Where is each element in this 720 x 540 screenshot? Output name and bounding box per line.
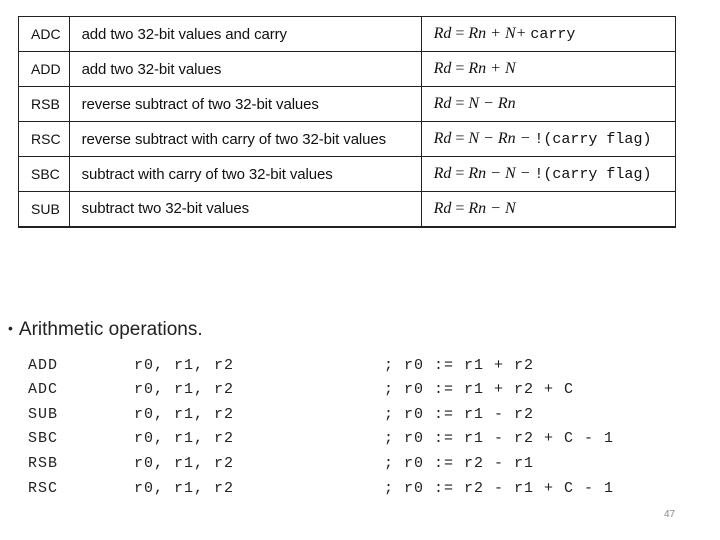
mnemonic-cell: SBC <box>19 157 70 192</box>
code-comment: ; r0 := r2 - r1 + C - 1 <box>384 480 615 497</box>
operation-equals: = <box>451 25 469 42</box>
code-comment: ; r0 := r1 + r2 <box>384 357 535 374</box>
code-line <box>0 381 720 403</box>
operation-rhs: Rn + N+ <box>468 25 531 42</box>
code-comment: ; r0 := r2 - r1 <box>384 455 535 472</box>
description-cell: subtract with carry of two 32-bit values <box>69 157 421 192</box>
instruction-table <box>18 16 676 228</box>
description-cell: subtract two 32-bit values <box>69 192 421 227</box>
operation-rhs: N − Rn <box>468 95 516 112</box>
code-mnemonic: SUB <box>28 406 59 423</box>
code-comment: ; r0 := r1 - r2 <box>384 406 535 423</box>
operation-rhs: Rn − N <box>468 199 516 217</box>
operation-cell <box>421 87 675 122</box>
code-comment: ; r0 := r1 + r2 + C <box>384 381 575 398</box>
operation-rhs: Rn − N − <box>468 165 535 182</box>
bullet-icon: • <box>8 320 13 336</box>
mnemonic-cell: SUB <box>19 192 70 227</box>
mnemonic-cell: ADC <box>19 17 70 52</box>
operation-equals: = <box>451 60 469 77</box>
code-mnemonic: ADC <box>28 381 59 398</box>
operation-cell <box>421 122 675 157</box>
description-cell: reverse subtract of two 32-bit values <box>69 87 421 122</box>
operation-flag: !(carry flag) <box>534 131 652 148</box>
operation-cell <box>421 157 675 192</box>
operation-equals: = <box>451 130 469 147</box>
heading-text: Arithmetic operations. <box>18 319 203 340</box>
code-mnemonic: RSC <box>28 480 59 497</box>
mnemonic-cell: RSC <box>19 122 70 157</box>
operation-lhs: Rd <box>433 25 452 42</box>
operation-lhs: Rd <box>433 95 452 112</box>
operation-equals: = <box>451 165 469 182</box>
code-operands: r0, r1, r2 <box>134 357 235 374</box>
description-cell: reverse subtract with carry of two 32-bit values <box>69 122 421 157</box>
slide-number: 47 <box>664 509 676 520</box>
operation-equals: = <box>451 199 469 217</box>
operation-lhs: Rd <box>433 199 452 217</box>
code-mnemonic: RSB <box>28 455 59 472</box>
operation-cell <box>421 17 675 52</box>
code-operands: r0, r1, r2 <box>134 480 235 497</box>
operation-equals: = <box>451 95 469 112</box>
operation-lhs: Rd <box>433 60 452 77</box>
operation-rhs: Rn + N <box>468 60 516 77</box>
code-comment: ; r0 := r1 - r2 + C - 1 <box>384 430 615 447</box>
table-row <box>19 87 676 122</box>
code-operands: r0, r1, r2 <box>134 430 235 447</box>
table-row <box>19 192 676 227</box>
code-line <box>0 357 720 379</box>
operation-rhs: N − Rn − <box>468 130 535 147</box>
code-mnemonic: ADD <box>28 357 59 374</box>
operation-cell <box>421 192 675 227</box>
code-mnemonic: SBC <box>28 430 59 447</box>
operation-lhs: Rd <box>433 165 452 182</box>
code-operands: r0, r1, r2 <box>134 381 235 398</box>
mnemonic-cell: ADD <box>19 52 70 87</box>
table-row <box>19 52 676 87</box>
code-operands: r0, r1, r2 <box>134 406 235 423</box>
table-row <box>19 122 676 157</box>
description-cell: add two 32-bit values <box>69 52 421 87</box>
section-heading <box>8 319 203 341</box>
code-line <box>0 406 720 428</box>
code-line <box>0 430 720 452</box>
operation-cell <box>421 52 675 87</box>
mnemonic-cell: RSB <box>19 87 70 122</box>
table-row <box>19 157 676 192</box>
code-operands: r0, r1, r2 <box>134 455 235 472</box>
operation-flag: carry <box>530 26 576 43</box>
operation-lhs: Rd <box>433 130 452 147</box>
table-row <box>19 17 676 52</box>
operation-flag: !(carry flag) <box>534 166 652 183</box>
code-line <box>0 480 720 502</box>
code-line <box>0 455 720 477</box>
description-cell: add two 32-bit values and carry <box>69 17 421 52</box>
